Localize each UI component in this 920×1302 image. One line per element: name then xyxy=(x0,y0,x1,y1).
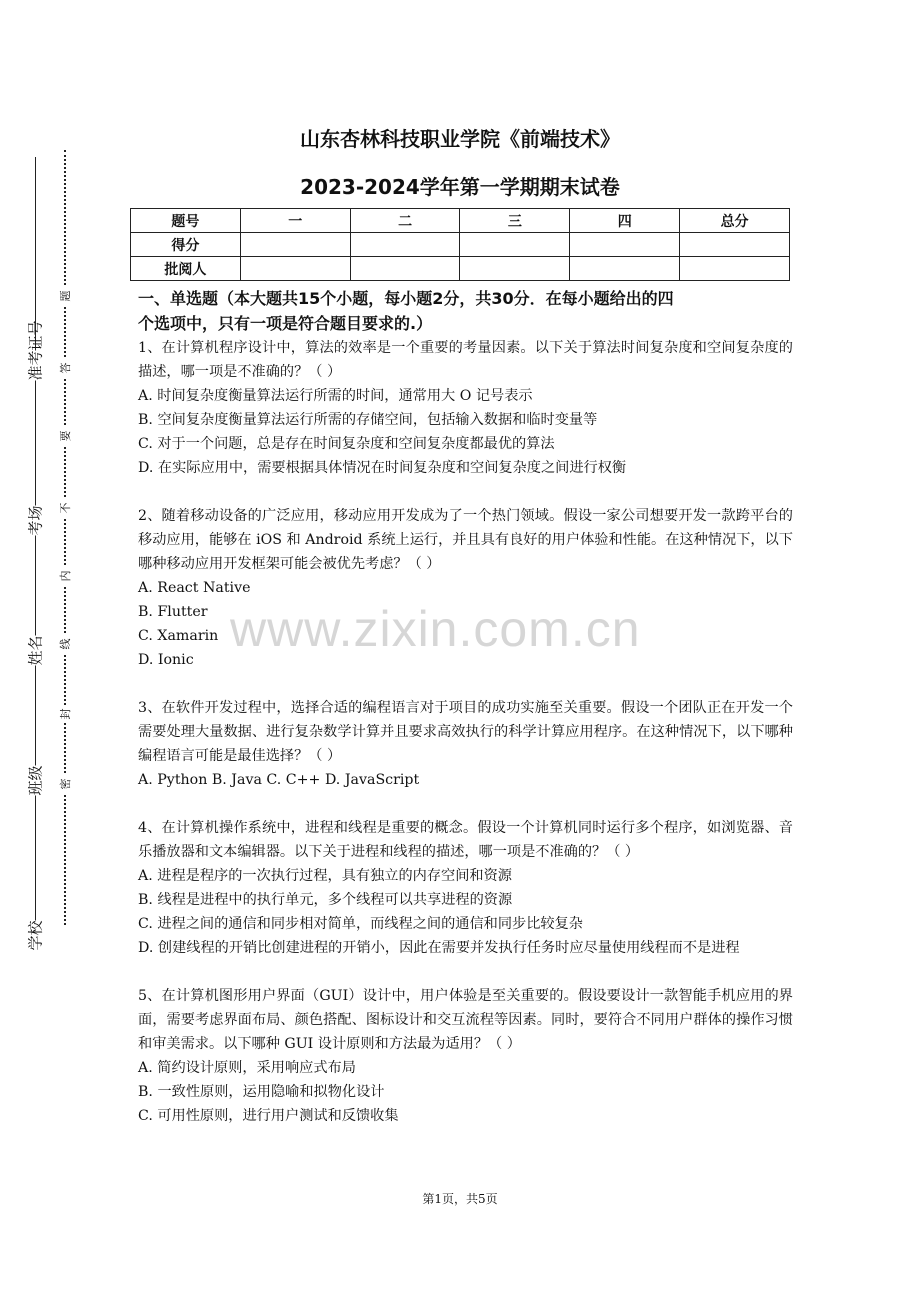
section-heading-line: 个选项中，只有一项是符合题目要求的.） xyxy=(138,314,433,333)
option: B. 一致性原则，运用隐喻和拟物化设计 xyxy=(138,1084,385,1100)
option: C. 可用性原则，进行用户测试和反馈收集 xyxy=(138,1108,399,1124)
option: A. 时间复杂度衡量算法运行所需的时间，通常用大 O 记号表示 xyxy=(138,388,533,404)
score-cell xyxy=(460,257,570,281)
score-row-label: 批阅人 xyxy=(131,257,241,281)
seal-char: 密 xyxy=(57,775,73,793)
binding-label-class: 班级 xyxy=(26,765,45,796)
seal-char: 线 xyxy=(57,635,73,653)
option: A. React Native xyxy=(138,580,251,596)
page-footer: 第1页，共5页 xyxy=(422,1192,498,1206)
binding-label-exam-room: 考场 xyxy=(26,505,45,536)
option: B. 线程是进程中的执行单元，多个线程可以共享进程的资源 xyxy=(138,892,513,908)
binding-seal-line xyxy=(64,150,66,925)
option: A. 简约设计原则，采用响应式布局 xyxy=(138,1060,356,1076)
seal-char: 内 xyxy=(57,567,73,585)
option: B. Flutter xyxy=(138,604,208,620)
option: C. 进程之间的通信和同步相对简单，而线程之间的通信和同步比较复杂 xyxy=(138,916,583,932)
score-cell xyxy=(350,233,460,257)
score-table-row xyxy=(131,233,790,257)
option: D. 创建线程的开销比创建进程的开销小，因此在需要并发执行任务时应尽量使用线程而不是进程 xyxy=(138,940,740,956)
question-stem: 1、在计算机程序设计中，算法的效率是一个重要的考量因素。以下关于算法时间复杂度和空间复杂度的描述，哪一项是不准确的？（ ） xyxy=(138,340,793,380)
section-heading xyxy=(138,286,793,336)
seal-char: 答 xyxy=(57,359,73,377)
binding-label-exam-number: 准考证号 xyxy=(26,320,45,381)
seal-char: 不 xyxy=(57,499,73,517)
score-header-cell: 二 xyxy=(350,209,460,233)
score-cell xyxy=(680,233,790,257)
option: D. 在实际应用中，需要根据具体情况在时间复杂度和空间复杂度之间进行权衡 xyxy=(138,460,627,476)
exam-title-school: 山东杏林科技职业学院《前端技术》 xyxy=(300,127,620,151)
score-cell xyxy=(680,257,790,281)
option: A. Python B. Java C. C++ D. JavaScript xyxy=(138,772,420,788)
score-cell xyxy=(570,233,680,257)
score-header-cell: 一 xyxy=(240,209,350,233)
question-4 xyxy=(138,816,793,960)
score-table-header-row xyxy=(131,209,790,233)
binding-label-name: 姓名 xyxy=(26,635,45,666)
score-header-cell: 四 xyxy=(570,209,680,233)
watermark: www.zixin.com.cn xyxy=(230,601,641,657)
seal-char: 要 xyxy=(57,427,73,445)
question-stem: 3、在软件开发过程中，选择合适的编程语言对于项目的成功实施至关重要。假设一个团队正在开发一个需要处理大量数据、进行复杂数学计算并且要求高效执行的科学计算应用程序。在这种情况下，以下哪种编程语言可能是最佳选择？（ ） xyxy=(138,700,793,764)
binding-label-school: 学校 xyxy=(26,920,45,951)
score-header-cell: 三 xyxy=(460,209,570,233)
score-cell xyxy=(350,257,460,281)
section-heading-line: 一、单选题（本大题共15个小题，每小题2分，共30分．在每小题给出的四 xyxy=(138,289,674,308)
score-row-label: 得分 xyxy=(131,233,241,257)
question-stem: 4、在计算机操作系统中，进程和线程是重要的概念。假设一个计算机同时运行多个程序，如浏览器、音乐播放器和文本编辑器。以下关于进程和线程的描述，哪一项是不准确的？（ ） xyxy=(138,820,793,860)
option: C. Xamarin xyxy=(138,628,219,644)
score-cell xyxy=(240,257,350,281)
question-stem: 2、随着移动设备的广泛应用，移动应用开发成为了一个热门领域。假设一家公司想要开发一款跨平台的移动应用，能够在 iOS 和 Android 系统上运行，并且具有良好的用户体验和性能。在这种情况下，以下哪种移动应用开发框架可能会被优先考虑？（ ） xyxy=(138,508,793,572)
score-header-cell: 总分 xyxy=(680,209,790,233)
option: C. 对于一个问题，总是存在时间复杂度和空间复杂度都最优的算法 xyxy=(138,436,555,452)
score-table-row xyxy=(131,257,790,281)
question-stem: 5、在计算机图形用户界面（GUI）设计中，用户体验是至关重要的。假设要设计一款智能手机应用的界面，需要考虑界面布局、颜色搭配、图标设计和交互流程等因素。同时，要符合不同用户群体的操作习惯和审美需求。以下哪种 GUI 设计原则和方法最为适用？（ ） xyxy=(138,988,793,1052)
score-cell xyxy=(570,257,680,281)
score-header-cell: 题号 xyxy=(131,209,241,233)
option: A. 进程是程序的一次执行过程，具有独立的内存空间和资源 xyxy=(138,868,512,884)
score-cell xyxy=(460,233,570,257)
question-2 xyxy=(138,504,793,672)
option: D. Ionic xyxy=(138,652,194,668)
binding-fill-line xyxy=(35,157,36,932)
seal-char: 封 xyxy=(57,705,73,723)
score-cell xyxy=(240,233,350,257)
score-table xyxy=(130,208,790,281)
exam-content xyxy=(138,286,793,1128)
seal-char: 题 xyxy=(57,287,73,305)
question-1 xyxy=(138,336,793,480)
option: B. 空间复杂度衡量算法运行所需的存储空间，包括输入数据和临时变量等 xyxy=(138,412,598,428)
question-5 xyxy=(138,984,793,1128)
exam-title-term: 2023-2024学年第一学期期末试卷 xyxy=(300,175,620,199)
question-3 xyxy=(138,696,793,792)
